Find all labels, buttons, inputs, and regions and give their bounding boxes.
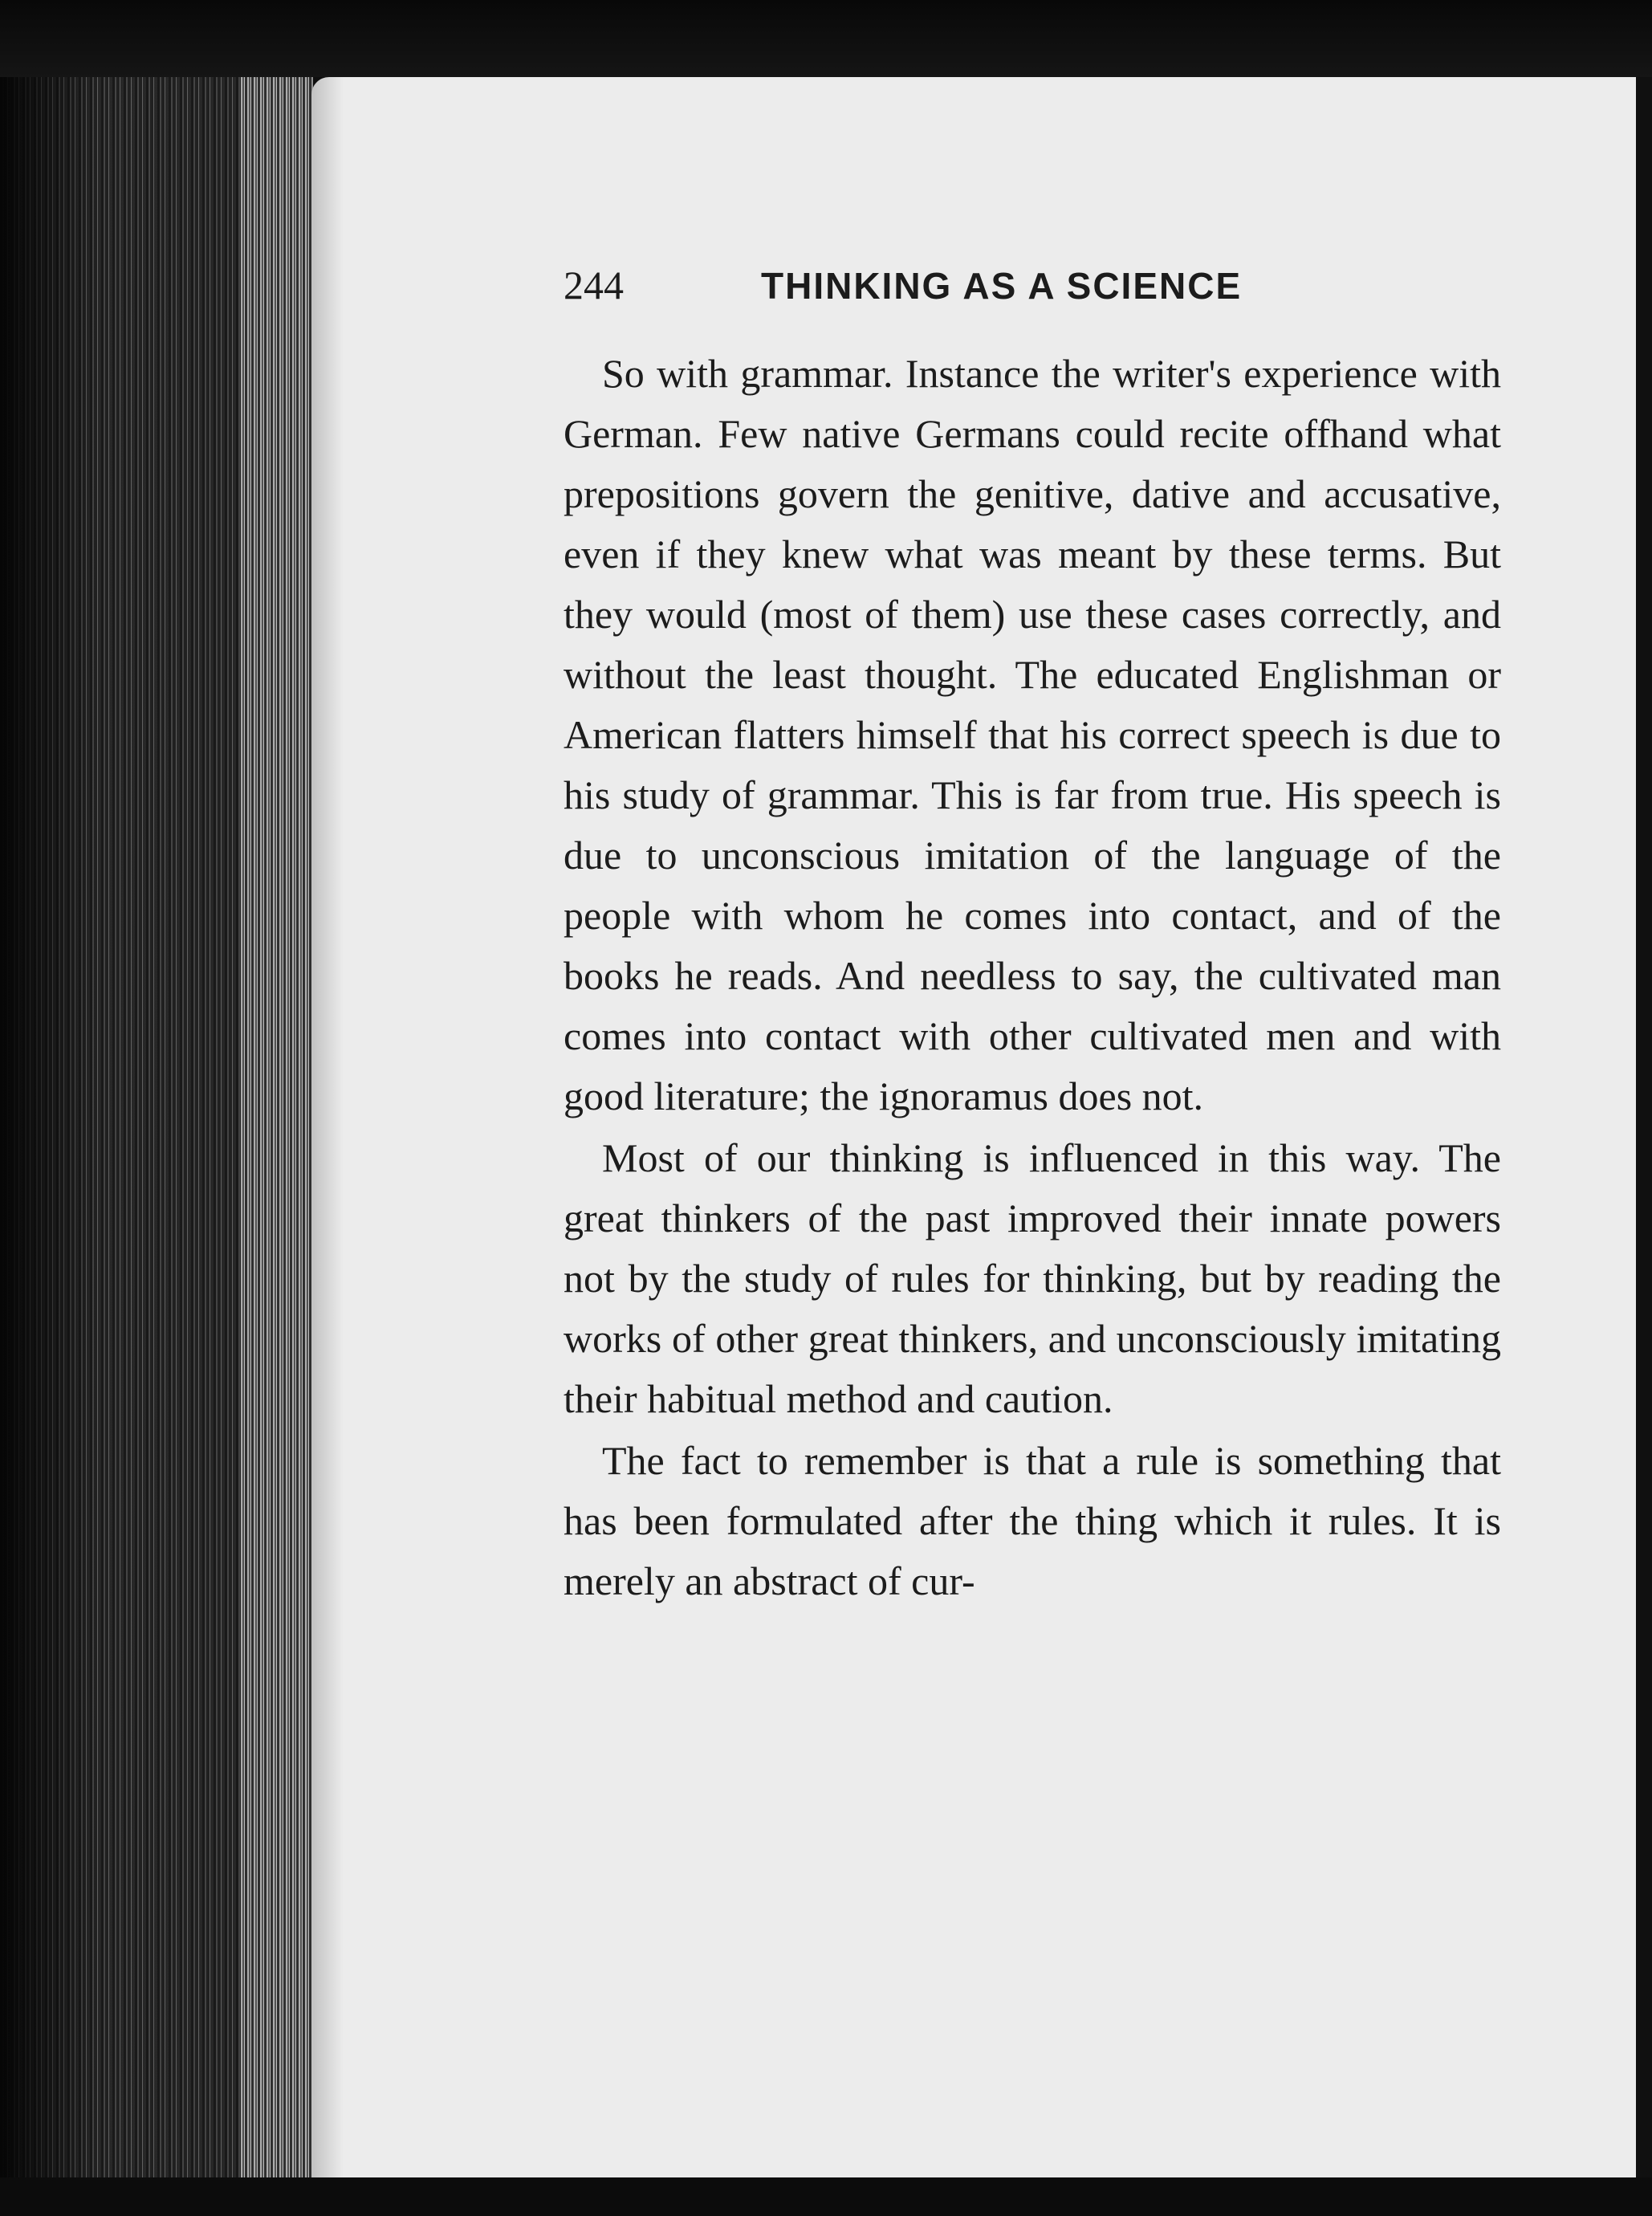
running-title: THINKING AS A SCIENCE <box>761 265 1243 307</box>
page-number: 244 <box>564 263 624 308</box>
paragraph-rule-definition: The fact to remember is that a rule is something that has been formulated after the thing which it rules. It is merely an abstract of cur- <box>564 1438 1501 1603</box>
book-page <box>311 77 1636 2177</box>
paragraph-thinking-influence: Most of our thinking is influenced in this way. The great thinkers of the past improved their innate powers not by the study of rules for thinking, but by reading the works of other great thinkers, and unconsciously imitating their habitual method and caution. <box>564 1135 1501 1421</box>
body-text <box>564 344 1501 1611</box>
book-page-edges <box>0 77 313 2177</box>
page-text-block <box>564 262 1501 1611</box>
scan-background-top <box>0 0 1652 77</box>
running-head <box>564 262 1501 334</box>
scan-background-bottom <box>0 2177 1652 2216</box>
paragraph-grammar: So with grammar. Instance the writer's experience with German. Few native Germans could recite offhand what prepositions govern the genitive, dative and accusative, even if they knew what was meant by these terms. But they would (most of them) use these cases correctly, and without the least thought. The educated Englishman or American flatters himself that his correct speech is due to his study of grammar. This is far from true. His speech is due to unconscious imitation of the language of the people with whom he comes into contact, and of the books he reads. And needless to say, the cultivated man comes into contact with other cultivated men and with good literature; the ignoramus does not. <box>564 351 1501 1118</box>
page-gutter-shadow <box>311 77 344 2177</box>
